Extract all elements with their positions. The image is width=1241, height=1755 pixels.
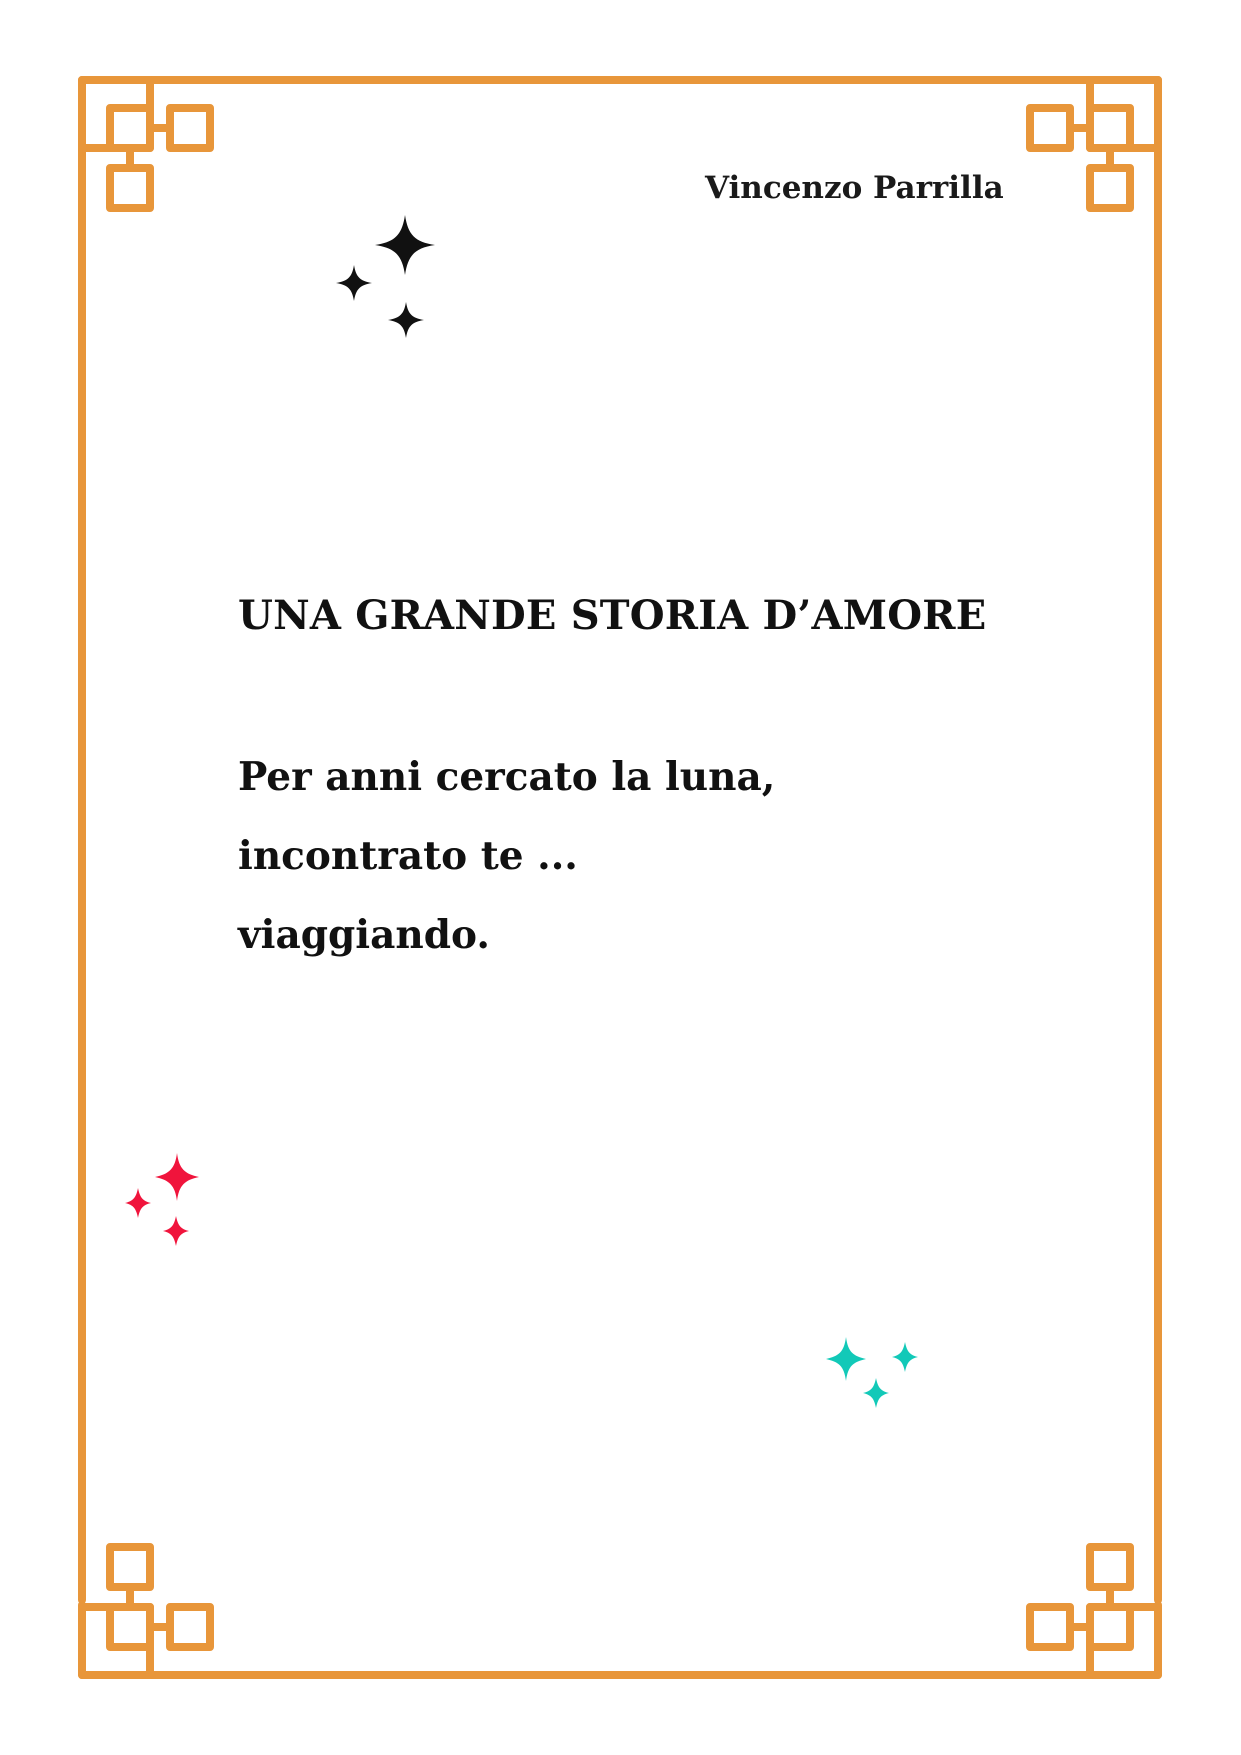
- sparkle-icon: [330, 210, 440, 350]
- poem-line: Per anni cercato la luna,: [238, 754, 776, 800]
- poem-line: incontrato te ...: [238, 833, 578, 879]
- author-name: Vincenzo Parrilla: [705, 170, 1004, 206]
- poem-body: [238, 752, 775, 989]
- sparkle-icon: [118, 1150, 208, 1260]
- poem-line: viaggiando.: [238, 912, 490, 958]
- sparkle-icon: [818, 1332, 928, 1427]
- poem-title: UNA GRANDE STORIA D’AMORE: [238, 592, 987, 639]
